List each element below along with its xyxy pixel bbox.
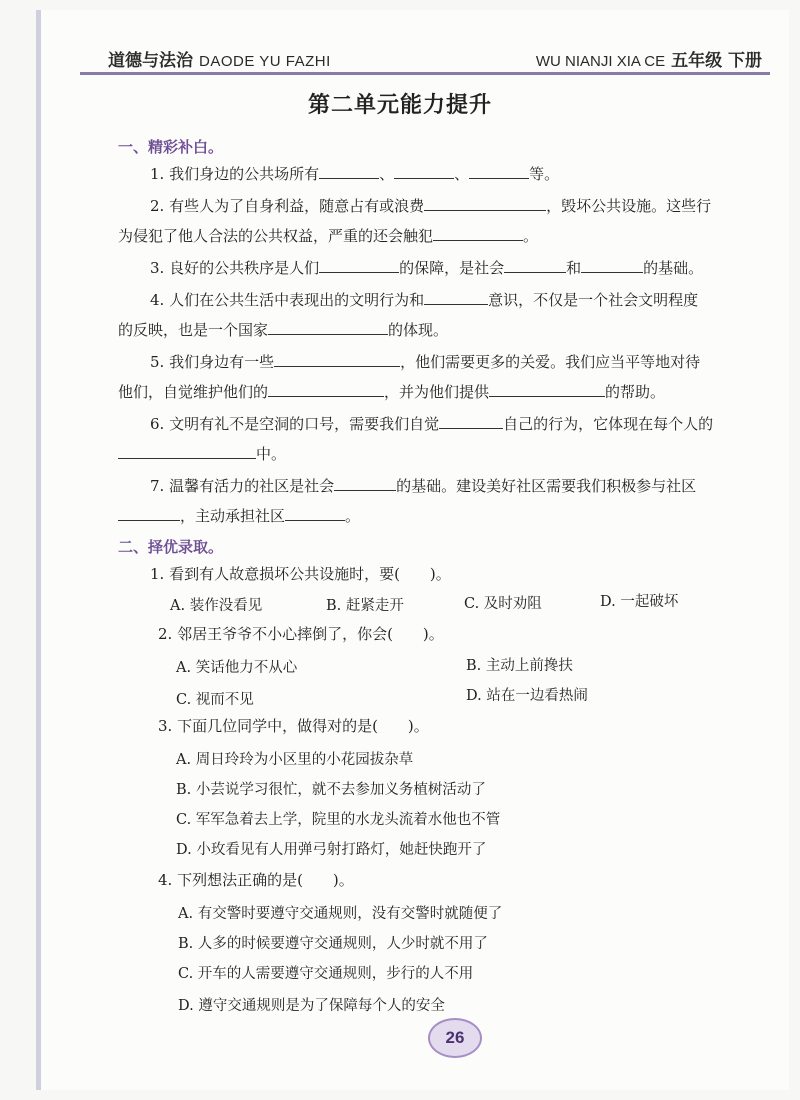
answer-blank[interactable] bbox=[118, 442, 256, 459]
answer-blank[interactable] bbox=[268, 318, 388, 335]
choice-option[interactable]: C. 视而不见 bbox=[176, 692, 254, 708]
choice-option[interactable]: A. 装作没看见 bbox=[170, 598, 263, 614]
header-subject bbox=[108, 46, 331, 71]
header-grade-cn: 五年级 下册 bbox=[671, 51, 762, 71]
choice-question-4-stem: 4. 下列想法正确的是( )。 bbox=[158, 871, 354, 889]
answer-blank[interactable] bbox=[439, 412, 503, 429]
answer-blank[interactable] bbox=[504, 256, 566, 273]
fill-question-6-cont: 中。 bbox=[118, 442, 286, 464]
choice-question-1-stem: 1. 看到有人故意损坏公共设施时，要( )。 bbox=[150, 565, 451, 583]
answer-blank[interactable] bbox=[285, 504, 345, 521]
choice-question-3-stem: 3. 下面几位同学中，做得对的是( )。 bbox=[158, 717, 429, 735]
choice-option[interactable]: C. 开车的人需要遵守交通规则，步行的人不用 bbox=[178, 966, 474, 982]
header-grade-en: WU NIANJI XIA CE bbox=[535, 53, 666, 70]
fill-question-4: 4. 人们在公共生活中表现出的文明行为和 意识，不仅是一个社会文明程度 bbox=[150, 288, 698, 310]
choice-option[interactable]: B. 小芸说学习很忙，就不去参加义务植树活动了 bbox=[176, 782, 486, 798]
page-header bbox=[80, 38, 770, 75]
choice-option[interactable]: A. 周日玲玲为小区里的小花园拔杂草 bbox=[176, 752, 414, 768]
fill-question-4-cont: 的反映，也是一个国家 的体现。 bbox=[118, 318, 448, 340]
answer-blank[interactable] bbox=[268, 380, 384, 397]
fill-question-1: 1. 我们身边的公共场所有 、 、 等。 bbox=[150, 162, 559, 184]
answer-blank[interactable] bbox=[424, 194, 546, 211]
header-grade bbox=[536, 46, 762, 71]
fill-question-7-cont: ，主动承担社区 。 bbox=[118, 504, 360, 526]
answer-blank[interactable] bbox=[319, 162, 379, 179]
answer-blank[interactable] bbox=[424, 288, 488, 305]
choice-option[interactable]: A. 有交警时要遵守交通规则，没有交警时就随便了 bbox=[178, 906, 503, 922]
fill-question-2-cont: 为侵犯了他人合法的公共权益，严重的还会触犯 。 bbox=[118, 224, 538, 246]
answer-blank[interactable] bbox=[394, 162, 454, 179]
answer-blank[interactable] bbox=[489, 380, 605, 397]
choice-option[interactable]: C. 军军急着去上学，院里的水龙头流着水他也不管 bbox=[176, 812, 501, 828]
page-title: 第二单元能力提升 bbox=[307, 93, 492, 118]
page-number: 26 bbox=[445, 1028, 465, 1047]
choice-option[interactable]: D. 小玫看见有人用弹弓射打路灯，她赶快跑开了 bbox=[176, 842, 487, 858]
fill-question-5: 5. 我们身边有一些 ，他们需要更多的关爱。我们应当平等地对待 bbox=[150, 350, 700, 372]
choice-option[interactable]: A. 笑话他力不从心 bbox=[176, 660, 298, 676]
fill-question-7: 7. 温馨有活力的社区是社会 的基础。建设美好社区需要我们积极参与社区 bbox=[150, 474, 696, 496]
fill-question-3: 3. 良好的公共秩序是人们 的保障，是社会 和 的基础。 bbox=[150, 256, 703, 278]
answer-blank[interactable] bbox=[581, 256, 643, 273]
choice-option[interactable]: B. 人多的时候要遵守交通规则，人少时就不用了 bbox=[178, 936, 488, 952]
fill-question-5-cont: 他们，自觉维护他们的 ，并为他们提供 的帮助。 bbox=[118, 380, 665, 402]
choice-option[interactable]: B. 赶紧走开 bbox=[326, 598, 404, 614]
header-subject-cn: 道德与法治 bbox=[108, 51, 193, 71]
answer-blank[interactable] bbox=[469, 162, 529, 179]
choice-question-2-stem: 2. 邻居王爷爷不小心摔倒了，你会( )。 bbox=[158, 625, 444, 643]
answer-blank[interactable] bbox=[274, 350, 400, 367]
page-number-badge bbox=[428, 1018, 482, 1058]
choice-option[interactable]: C. 及时劝阻 bbox=[464, 596, 542, 612]
choice-option[interactable]: D. 遵守交通规则是为了保障每个人的安全 bbox=[178, 998, 445, 1014]
answer-blank[interactable] bbox=[334, 474, 396, 491]
choice-option[interactable]: D. 一起破坏 bbox=[600, 594, 679, 610]
answer-blank[interactable] bbox=[433, 224, 523, 241]
choice-option[interactable]: D. 站在一边看热闹 bbox=[466, 688, 588, 704]
section-heading-fill: 一、精彩补白。 bbox=[118, 138, 224, 156]
fill-question-2: 2. 有些人为了自身利益，随意占有或浪费 ，毁坏公共设施。这些行 bbox=[150, 194, 711, 216]
choice-option[interactable]: B. 主动上前搀扶 bbox=[466, 658, 573, 674]
fill-question-6: 6. 文明有礼不是空洞的口号，需要我们自觉 自己的行为，它体现在每个人的 bbox=[150, 412, 713, 434]
answer-blank[interactable] bbox=[118, 504, 180, 521]
section-heading-choice: 二、择优录取。 bbox=[118, 538, 224, 556]
header-subject-en: DAODE YU FAZHI bbox=[199, 53, 331, 70]
answer-blank[interactable] bbox=[319, 256, 399, 273]
